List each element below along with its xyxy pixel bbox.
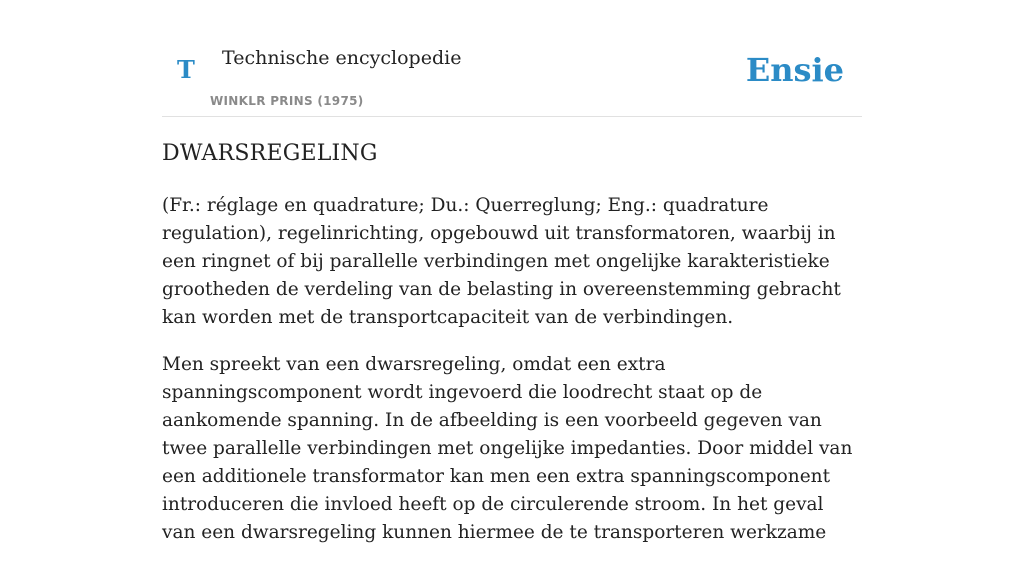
- entry-paragraph: (Fr.: réglage en quadrature; Du.: Querreglung; Eng.: quadrature regulation), regelinrichting, opgebouwd uit transformatoren, waarbij in een ringnet of bij parallelle verbindingen met ongelijke karakteristieke grootheden de verdeling van de belasting in overeenstemming gebracht kan worden met de transportcapaciteit van de verbindingen.: [162, 195, 841, 328]
- entry-headword: DWARSREGELING: [162, 141, 378, 166]
- site-title[interactable]: Technische encyclopedie: [222, 47, 462, 69]
- site-subtitle: WINKLR PRINS (1975): [210, 94, 364, 108]
- page: [162, 0, 862, 543]
- entry-paragraph: Men spreekt van een dwarsregeling, omdat een extra spanningscomponent wordt ingevoerd die loodrecht staat op de aankomende spanning. In de afbeelding is een voorbeeld gegeven van twee parallelle verbindingen met ongelijke impedanties. Door middel van een additionele transformator kan men een extra spanningscomponent introduceren die invloed heeft op de circulerende stroom. In het geval van een dwarsregeling kunnen hiermee de te transporteren werkzame: [162, 354, 853, 543]
- brand-logo[interactable]: Ensie: [745, 51, 844, 89]
- entry-body: [162, 192, 862, 566]
- header: [162, 0, 862, 117]
- site-logo-letter[interactable]: T: [177, 55, 195, 84]
